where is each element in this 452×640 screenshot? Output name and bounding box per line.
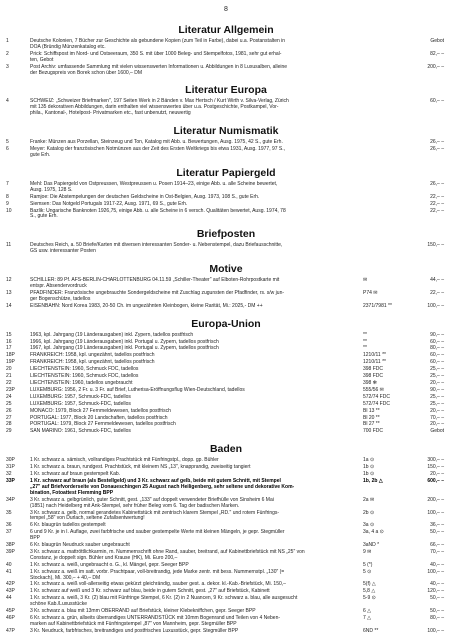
- lot-description: LUXEMBURG: 1957, Schmuck-FDC, tadellos: [30, 393, 131, 400]
- lot-price: 50,– –: [430, 608, 444, 615]
- lot-description: MONACO: 1979, Block 27 Fernmeldewesen, tadellos postfrisch: [30, 407, 171, 414]
- lot-price: 40,– –: [430, 581, 444, 588]
- lot-row: [0, 291, 452, 303]
- lot-catalog-condition: 1a ⊙: [363, 457, 375, 464]
- lot-price: 200,– –: [427, 63, 444, 70]
- lot-description: 1 Kr. schwarz a. weiß, 3 Kr. (2) blau mit Fünfringe Stempel, 6 Kr. (2) in 2 Nuancen, 9 Kr. schwarz a. blau, alle ausgesucht schöne Kab./Luxusstücke: [30, 595, 298, 608]
- lot-catalog-condition: 1210/11 **: [363, 352, 386, 359]
- lot-description: Franke: Münzen aus Porzellan, Steinzeug und Ton, Katalog mit Abb. u. Bewertungen, Ausg. 1975, 42 S., gute Erh.: [30, 139, 283, 146]
- lot-description: Ramjoe: Die Abstempelungen der deutschen Geldscheine in Ost-Belgien, Ausg. 1973, 108 S., gute Erh.: [30, 193, 260, 200]
- lot-price: 22,– –: [430, 289, 444, 296]
- section-heading: Literatur Europa: [185, 84, 267, 97]
- lot-price: 150,– –: [427, 464, 444, 471]
- lot-row: [0, 616, 452, 628]
- lot-number: 15: [6, 331, 12, 338]
- lot-catalog-condition: 398 FDC: [363, 373, 384, 380]
- lot-catalog-condition: 2a ✉: [363, 496, 375, 503]
- lot-price: 22,– –: [430, 193, 444, 200]
- lot-catalog-condition: [361, 243, 407, 255]
- lot-number: 36: [6, 522, 12, 529]
- lot-row: [0, 39, 452, 51]
- lot-number: 31P: [6, 464, 15, 471]
- lot-catalog-condition: 9 ✉: [363, 548, 372, 555]
- lot-number: 8: [6, 193, 9, 200]
- lot-description: 6 Kr. blaugrün tadellos gestempelt: [30, 522, 106, 529]
- lot-number: 47P: [6, 627, 15, 634]
- lot-catalog-condition: 5,8 △: [363, 588, 376, 595]
- lot-description: 3 Kr. schwarz a. blau mit 13mm OBERRAND auf Briefstück, kleiner Klebekniffchen, gepr. Seeger BPP: [30, 608, 256, 615]
- lot-description: Prick: Schiffspost im Nord- und Ostseeraum, 350 S. mit über 1000 Beleg- und Stempelfotos, 1981, sehr gut erhal- ten, Gebot: [30, 50, 282, 63]
- lot-price: 50,– –: [430, 529, 444, 536]
- lot-price: 20,– –: [430, 380, 444, 386]
- section-heading: Literatur Allgemein: [178, 24, 274, 36]
- lot-price: 26,– –: [430, 146, 444, 153]
- section-heading: Literatur Papiergeld: [176, 166, 276, 179]
- lot-number: 33P: [6, 477, 15, 484]
- lot-catalog-condition: **: [363, 338, 367, 345]
- lot-description: 1 Kr. schwarz auf braun gestempelt Kab.: [30, 471, 121, 478]
- lot-number: 19P: [6, 359, 15, 366]
- lot-number: 16: [6, 338, 12, 345]
- lot-description: SAN MARINO: 1961, Schmuck-FDC, tadellos: [30, 428, 131, 435]
- lot-number: 12: [6, 277, 12, 284]
- lot-number: 45P: [6, 608, 15, 615]
- lot-catalog-condition: 700 FDC: [363, 428, 384, 435]
- lot-row: [0, 52, 452, 64]
- lot-catalog-condition: 5-9 ⊙: [363, 595, 376, 602]
- lot-price: 60,– –: [430, 352, 444, 359]
- section-heading: Europa-Union: [191, 317, 261, 330]
- lot-price: 36,– –: [430, 522, 444, 529]
- lot-number: 39P: [6, 548, 15, 555]
- lot-price: 25,– –: [430, 373, 444, 380]
- lot-price: 80,– –: [430, 345, 444, 352]
- lot-row: [0, 563, 452, 569]
- lot-number: 1: [6, 38, 9, 44]
- lot-catalog-condition: Bl 27 **: [363, 421, 380, 428]
- lot-row: [0, 388, 452, 394]
- lot-price: 60,– –: [430, 98, 444, 105]
- lot-row: [0, 479, 452, 497]
- lot-price: 66,– –: [430, 542, 444, 549]
- lot-row: [0, 402, 452, 408]
- lot-description: LIECHTENSTEIN: 1960, tadellos ungebraucht: [30, 380, 133, 386]
- lot-description: 6 Kr. schwarz a. grün, allseits überrandiges UNTERRANDSTÜCK mit 10mm Bogenrand und Teilen von 4 Neben- marken auf Kabinettbriefstück mit Fünfringstempel „87" von Mannheim, gepr. Stegmüller BPP: [30, 615, 281, 627]
- section-heading: Baden: [209, 443, 243, 456]
- lot-catalog-condition: Bl 13 **: [363, 407, 380, 414]
- lot-number: 11: [6, 242, 12, 249]
- lot-description: SCHWEIZ: „Schweizer Briefmarken", 197 Seiten Werk in 2 Bänden v. Max Hertsch / Kurt Wirth v. Silva-Verlag, Zürich mit 135 dekorativen Abbildungen, darin enthalten viel wissenswertes über u.a. Postgeschichte, Postkampel, Vor- phila., Kantonal-, Hotelpost- Privatmarken etc., fast unbenutzt, neuwertig: [30, 98, 289, 117]
- lot-catalog-condition: [361, 39, 407, 51]
- lot-catalog-condition: [361, 209, 407, 221]
- lot-number: 40: [6, 561, 12, 568]
- lot-price: 20,– –: [430, 421, 444, 428]
- lot-number: 38P: [6, 542, 15, 549]
- lot-row: [0, 530, 452, 542]
- lot-row: [0, 550, 452, 562]
- lot-row: [0, 629, 452, 635]
- lot-number: 26: [6, 407, 12, 414]
- lot-row: [0, 278, 452, 290]
- lot-row: [0, 395, 452, 401]
- lot-description: LUXEMBURG: 1956, 2 Fr. u. 3 Fr. auf Brief, Lutherisa-Eröffnungsflug Wien-Deutschland, tadellos: [30, 386, 245, 393]
- section-heading: Literatur Numismatik: [173, 125, 279, 138]
- lot-description: SCHILLER: 89 Pf. AFS-BERLIN-CHARLOTTENBURG 04.11.59 „Schiller-Theater" auf Elboten-Rohrpostkarte mit entspr. Absendervordruck: [30, 277, 280, 290]
- lot-price: 25,– –: [430, 393, 444, 400]
- lot-number: 29: [6, 428, 12, 435]
- lot-number: 30P: [6, 457, 15, 464]
- lot-description: FRANKREICH: 1958, kpl. ungezähnt, tadellos postfrisch: [30, 352, 155, 359]
- lot-price: 25,– –: [430, 400, 444, 407]
- lot-number: 5: [6, 139, 9, 146]
- lot-row: [0, 409, 452, 415]
- lot-price: 82,– –: [430, 50, 444, 57]
- lot-description: PFADFINDER: Französische ungebrauchte Sondergeldscheine mit Zuschlag zugunsten der Pfadfinder, rs. s/w jun- ger Bogenschütze, tadellos: [30, 289, 285, 302]
- lot-description: Siemsen: Das Notgeld Portugals 1917-22, Ausg. 1971, 69 S., gute Erh.: [30, 200, 188, 207]
- lot-catalog-condition: 1b ⊙: [363, 471, 375, 478]
- lot-description: 1967, kpl. Jahrgang (19 Länderausgaben) inkl. Portugal u. Zypern, tadellos postfrisch: [30, 345, 219, 352]
- lot-catalog-condition: 398 ✻: [363, 380, 377, 386]
- lot-row: [0, 511, 452, 523]
- lot-number: 13: [6, 289, 12, 296]
- lot-catalog-condition: **: [363, 331, 367, 338]
- lot-catalog-condition: 5(f) △: [363, 581, 376, 588]
- lot-description: 1 Kr. schwarz a. weiß im satt. vorbr. Prachtpaar, voll-breitrandig, jede Marke zentr. mit bess. Nummernstpl. „130" (= Stockach), Mi. 300,– + 40,– DM: [30, 568, 285, 581]
- lot-description: 1 Kr. schwarz a. weiß voll-allerseitig etwas gekürzt gleichrändig, sauber gest. a. dekor. kl.-Kab.-Briefstück, Mi. 150,–: [30, 581, 286, 588]
- lot-description: 3 Kr. schwarz a. mattröttlichkarmin, m. Nummernschrift ohne Rand, sauber, breitrand, auf Kabinettbriefstück mit NS „25" von Constanz, je doppelt sign. Bühler und Krause (HK), Mi. Euro 200,–: [30, 548, 305, 561]
- lot-number: 7: [6, 180, 9, 187]
- lot-row: [0, 304, 452, 310]
- lot-price: 25,– –: [430, 366, 444, 373]
- lot-catalog-condition: 7 △: [363, 615, 372, 621]
- lot-catalog-condition: [361, 202, 407, 208]
- lot-catalog-condition: [361, 52, 407, 64]
- lot-description: Deutsche Kolonien, 7 Bücher zur Geschichte als gebundene Kopien (zum Teil in Farbe), dabei u.a. Postanstalten in DOA (Bründig Münzenkatalog etc.: [30, 38, 286, 50]
- lot-row: [0, 65, 452, 77]
- lot-catalog-condition: 1b, 2b △: [363, 477, 383, 484]
- lot-row: [0, 99, 452, 117]
- lot-price: 120,– –: [427, 588, 444, 595]
- lot-description: Meyer: Katalog der französischen Notmünzen aus der Zeit des Ersten Weltkriegs bis etwa 1931, Ausg. 1977, 97 S., gute Erh.: [30, 146, 286, 158]
- lot-price: 300,– –: [427, 457, 444, 464]
- lot-description: 1 Kr. schwarz a. weiß, ungebraucht o. G., kl. Mängel, gepr. Seeger BPP: [30, 561, 189, 568]
- lot-row: [0, 243, 452, 255]
- lot-catalog-condition: [361, 182, 407, 194]
- lot-price: 44,– –: [430, 277, 444, 284]
- lot-description: 3 Kr. schwarz a. gelbgrünlich, guter Schnitt, gest. „133" auf doppelt verwendeter Briefhülle von Sinsheim 6 Mai (1851) nach Heidelberg mit Ank-Stempel, sehr früher Beleg vom 6. Tag der badischen Marken.: [30, 496, 274, 509]
- lot-description: LIECHTENSTEIN: 1960, Schmuck FDC, tadellos: [30, 373, 139, 380]
- lot-catalog-condition: 2371/7981 **: [363, 302, 392, 309]
- lot-price: 90,– –: [430, 331, 444, 338]
- lot-catalog-condition: **: [363, 345, 367, 352]
- lot-number: 24: [6, 393, 12, 400]
- lot-catalog-condition: 6 △: [363, 608, 372, 615]
- lot-price: 22,– –: [430, 200, 444, 207]
- lot-description: 1966, kpl. Jahrgang (19 Länderausgaben) inkl. Portugal u. Zypern, tadellos postfrisch: [30, 338, 219, 345]
- lot-price: 26,– –: [430, 180, 444, 187]
- page-number: 8: [224, 6, 228, 13]
- lot-description: Deutsches Reich, a. 50 Briefe/Karten mit diversen interessanten Sonder- u. Nebenstempel, dazu Briefausschnitte, GS usw. interessanter Posten: [30, 242, 283, 255]
- lot-price: 70,– –: [430, 414, 444, 421]
- lot-description: PORTUGAL: 1979, Block 27 Fernmeldewesen, tadellos postfrisch: [30, 421, 176, 428]
- lot-number: 25: [6, 400, 12, 407]
- lot-price: 26,– –: [430, 139, 444, 146]
- lot-catalog-condition: 3a ⊙: [363, 522, 375, 529]
- lot-number: 43P: [6, 588, 15, 595]
- lot-description: 1 Kr. schwarz auf braun (als Bestellgeld) und 3 Kr. schwarz auf gelb, beide mit gutem Schnitt, mit Stempel „27" auf Briefvorderseite von Donaueschingen 25 August nach Heiligenberg, sehr seltene und dekorative Kom- bination, Fotoattest Flemming BPP: [30, 477, 295, 496]
- lot-number: 34P: [6, 496, 15, 503]
- lot-description: 3 Kr. schwarz a. gelb, normal gerandetes Kabinettstück mit zentrisch klarem Stempel „RD." und rotem Fünfrings- tempel „58" von Durlach, seltene Zufallsentwertung!: [30, 509, 280, 522]
- lot-catalog-condition: [361, 99, 407, 117]
- lot-row: [0, 429, 452, 435]
- lot-catalog-condition: 6ND **: [363, 627, 379, 634]
- lot-description: 1963, kpl. Jahrgang (19 Länderausgaben) inkl. Zypern, tadellos postfrisch: [30, 331, 194, 338]
- lot-number: 41: [6, 568, 12, 575]
- lot-description: 6 Kr. blaugrün Neudruck sauber ungebraucht: [30, 542, 130, 549]
- lot-description: LUXEMBURG: 1957, Schmuck-FDC, tadellos: [30, 400, 131, 407]
- lot-catalog-condition: Bl 20 **: [363, 414, 380, 421]
- lot-number: 6: [6, 146, 9, 153]
- lot-description: 6 und 9 Kr. je in I. Auflage, zwei farbfrische und sauber gestempelte Werte mit kleinen Mängeln, je gepr. Stegmüller BPP: [30, 529, 285, 542]
- lot-price: 40,– –: [430, 561, 444, 568]
- lot-number: 14: [6, 302, 12, 309]
- lot-row: [0, 182, 452, 194]
- lot-description: Post Archiv: umfassende Sammlung mit vielen wissenswerten Informationen u. Abbildungen in 8 Luxusalben, alleine der Bezugspreis von Borek schon über 1600,– DM: [30, 63, 288, 76]
- lot-catalog-condition: 398 FDC: [363, 366, 384, 373]
- lot-description: Bazlik: Ungarische Banknoten 1926,75, einige Abb. u. alle Scheine in 6 versch. Qualitäten bewertet, Ausg. 1974, 78 S., gute Erh.: [30, 207, 286, 220]
- lot-description: 1 Kr. schwarz a. braun, rundgest. Prachtstück, mit kleinem NS „13", knapprandig, zweiseitig tangiert: [30, 464, 251, 471]
- lot-row: [0, 596, 452, 608]
- lot-row: [0, 147, 452, 159]
- lot-number: 35: [6, 509, 12, 516]
- lot-description: PORTUGAL: 1977, Block 20 Landschaften, tadellos postfrisch: [30, 414, 168, 421]
- lot-number: 17: [6, 345, 12, 352]
- lot-number: 42P: [6, 581, 15, 588]
- lot-price: Gebot: [430, 428, 444, 435]
- lot-row: [0, 570, 452, 582]
- section-heading: Briefposten: [196, 228, 256, 241]
- lot-number: 22: [6, 380, 12, 386]
- lot-description: 3 Kr. Neudruck, farbfrisches, breitrandiges und postfrisches Luxusstück, gepr. Stegmüller BPP: [30, 627, 239, 634]
- lot-row: [0, 333, 452, 339]
- lot-price: Gebot: [430, 38, 444, 44]
- lot-price: 100,– –: [427, 509, 444, 516]
- lot-price: 60,– –: [430, 359, 444, 366]
- lot-catalog-condition: 572/74 FDC: [363, 393, 390, 400]
- lot-number: 46P: [6, 615, 15, 621]
- lot-catalog-condition: [361, 147, 407, 159]
- lot-price: 150,– –: [427, 242, 444, 249]
- lot-price: 60,– –: [430, 338, 444, 345]
- lot-price: 20,– –: [430, 471, 444, 478]
- lot-number: 44: [6, 595, 12, 602]
- lot-description: 1 Kr. schwarz auf weiß und 3 Kr. schwarz auf blau, beide in gutem Schnitt, gest. „27" auf Briefstück, Kabinett: [30, 588, 270, 595]
- lot-catalog-condition: 5 (*): [363, 561, 373, 568]
- lot-row: [0, 195, 452, 201]
- lot-catalog-condition: 1b ⊙: [363, 464, 375, 471]
- lot-catalog-condition: 3a, 4 a ⊙: [363, 529, 384, 536]
- section-heading: Motive: [209, 263, 243, 276]
- lot-price: 100,– –: [427, 302, 444, 309]
- lot-description: 1 Kr. schwarz a. sämisch, vollrandiges Prachtstück mit Fünfringstpl., dopp. gp. Bühler: [30, 457, 219, 464]
- lot-catalog-condition: 572/74 FDC: [363, 400, 390, 407]
- lot-number: 28: [6, 421, 12, 428]
- catalog-content: [0, 17, 452, 636]
- lot-price: 22,– –: [430, 207, 444, 214]
- lot-number: 3: [6, 63, 9, 70]
- lot-catalog-condition: 555/56 ✉: [363, 386, 384, 393]
- lot-number: 37: [6, 529, 12, 536]
- lot-row: [0, 498, 452, 510]
- lot-price: 70,– –: [430, 548, 444, 555]
- lot-number: 4: [6, 98, 9, 105]
- lot-catalog-condition: ✉: [363, 277, 368, 284]
- lot-price: 20,– –: [430, 407, 444, 414]
- lot-catalog-condition: 1210/11 **: [363, 359, 386, 366]
- lot-price: 100,– –: [427, 627, 444, 634]
- lot-number: 23P: [6, 386, 15, 393]
- lot-number: 32: [6, 471, 12, 478]
- lot-price: 50,– –: [430, 595, 444, 602]
- lot-price: 600,– –: [427, 477, 444, 484]
- lot-price: 90,– –: [430, 386, 444, 393]
- lot-number: 27: [6, 414, 12, 421]
- lot-catalog-condition: 5 ⊙: [363, 568, 372, 575]
- lot-catalog-condition: 2b ⊙: [363, 509, 375, 516]
- lot-row: [0, 209, 452, 221]
- lot-price: 80,– –: [430, 615, 444, 621]
- lot-number: 18P: [6, 352, 15, 359]
- lot-description: EISENBAHN: Nord Korea 1983, 20-50 Ch. im ungezähnten Kleinbogen, kleine Rarität, Mi.: 2025,- DM ++: [30, 302, 263, 309]
- lot-description: Mehl: Das Papiergeld von Ostpreussen, Westpreussen u. Posen 1914–23, einige Abb. u. alle Scheine bewertet, Ausg. 1975, 128 S.: [30, 180, 278, 193]
- lot-catalog-condition: [361, 195, 407, 201]
- lot-number: 9: [6, 200, 9, 207]
- lot-number: 2: [6, 50, 9, 57]
- lot-catalog-condition: [361, 65, 407, 77]
- lot-catalog-condition: 3aND *: [363, 542, 380, 549]
- lot-price: 100,– –: [427, 568, 444, 575]
- lot-number: 20: [6, 366, 12, 373]
- lot-row: [0, 202, 452, 208]
- lot-description: LIECHTENSTEIN: 1960, Schmuck FDC, tadellos: [30, 366, 139, 373]
- lot-catalog-condition: [361, 140, 407, 146]
- lot-catalog-condition: P74 ✉: [363, 289, 378, 296]
- lot-description: FRANKREICH: 1958, kpl. ungezähnt, tadellos postfrisch: [30, 359, 155, 366]
- lot-number: 21: [6, 373, 12, 380]
- lot-price: 200,– –: [427, 496, 444, 503]
- lot-number: 10: [6, 207, 12, 214]
